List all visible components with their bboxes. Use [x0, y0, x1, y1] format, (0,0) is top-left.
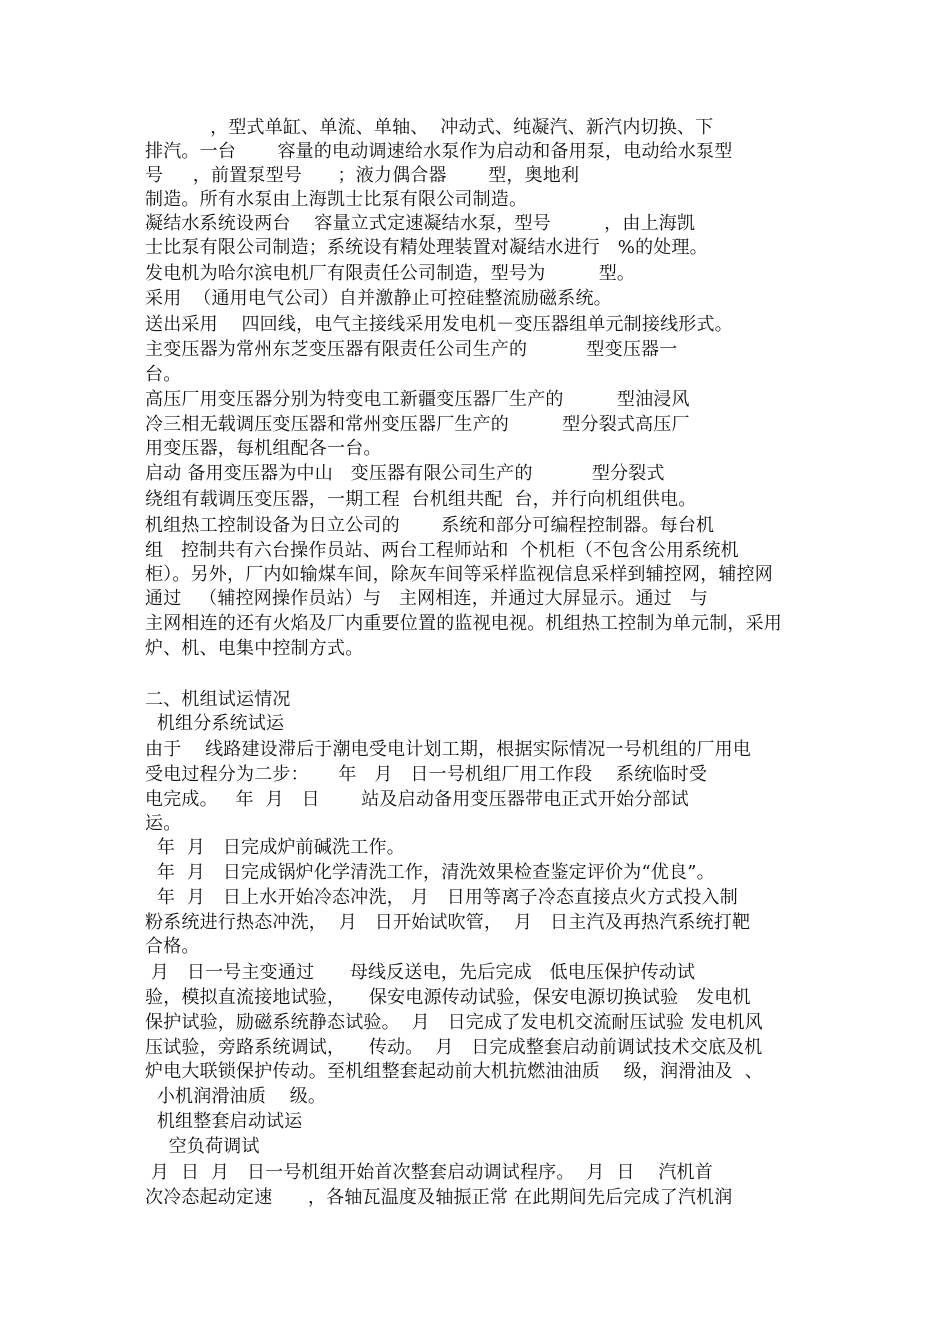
- text-line: 次冷态起动定速 ，各轴瓦温度及轴振正常 在此期间先后完成了汽机润: [145, 1187, 733, 1208]
- text-line: 绕组有载调压变压器，一期工程 台机组共配 台，并行向机组供电。: [145, 489, 697, 510]
- subsection-heading: 机组整套启动试运: [145, 1111, 303, 1132]
- text-line: 士比泵有限公司制造；系统设有精处理装置对凝结水进行 %的处理。: [145, 237, 708, 258]
- text-line: 凝结水系统设两台 容量立式定速凝结水泵，型号 ，由上海凯: [145, 213, 696, 234]
- text-line: 通过 （辅控网操作员站）与 主网相连，并通过大屏显示。通过 与: [145, 588, 708, 609]
- text-line: 月 日一号主变通过 母线反送电，先后完成 低电压保护传动试: [145, 962, 696, 983]
- text-line: 电完成。 年 月 日 站及启动备用变压器带电正式开始分部试: [145, 789, 689, 810]
- text-line: 年 月 日完成炉前碱洗工作。: [145, 837, 405, 858]
- text-line: 验，模拟直流接地试验， 保安电源传动试验，保安电源切换试验 发电机: [145, 987, 751, 1008]
- text-line: 主变压器为常州东芝变压器有限责任公司生产的 型变压器一: [145, 339, 678, 360]
- text-line: 号 ，前置泵型号 ；液力偶合器 型，奥地利: [145, 165, 580, 186]
- text-line: 柜）。另外，厂内如输煤车间，除灰车间等采样监视信息采样到辅控网，辅控网: [145, 564, 773, 585]
- text-line: 高压厂用变压器分别为特变电工新疆变压器厂生产的 型油浸风: [145, 389, 690, 410]
- text-line: 炉电大联锁保护传动。至机组整套起动前大机抗燃油油质 级，润滑油及 、: [145, 1061, 763, 1082]
- text-line: 机组热工控制设备为日立公司的 系统和部分可编程控制器。每台机: [145, 515, 715, 536]
- subsection-heading: 机组分系统试运: [145, 713, 285, 734]
- text-line: 主网相连的还有火焰及厂内重要位置的监视电视。机组热工控制为单元制，采用: [145, 613, 782, 634]
- text-line: 炉、机、电集中控制方式。: [145, 638, 364, 659]
- text-line: 运。: [145, 813, 182, 834]
- text-line: 小机润滑油质 级。: [145, 1086, 327, 1107]
- text-line: 排汽。一台 容量的电动调速给水泵作为启动和备用泵，电动给水泵型: [145, 141, 733, 162]
- text-line: 采用 （通用电气公司）自并激静止可控硅整流励磁系统。: [145, 288, 612, 309]
- text-line: 压试验，旁路系统调试， 传动。 月 日完成整套启动前调试技术交底及机: [145, 1037, 763, 1058]
- text-line: 由于 线路建设滞后于潮电受电计划工期，根据实际情况一号机组的厂用电: [145, 739, 752, 760]
- text-line: 粉系统进行热态冲洗， 月 日开始试吹管， 月 日主汽及再热汽系统打靶: [145, 912, 751, 933]
- text-line: 送出采用 四回线，电气主接线采用发电机－变压器组单元制接线形式。: [145, 314, 733, 335]
- subsection-heading: 空负荷调试: [145, 1136, 260, 1157]
- text-line: 用变压器，每机组配各一台。: [145, 438, 382, 459]
- section-heading: 二、机组试运情况: [145, 689, 291, 710]
- text-line: 年 月 日完成锅炉化学清洗工作，清洗效果检查鉴定评价为“优良”。: [145, 862, 715, 883]
- text-line: 冷三相无载调压变压器和常州变压器厂生产的 型分裂式高压厂: [145, 414, 690, 435]
- text-line: 合格。: [145, 936, 200, 957]
- text-line: 启动 备用变压器为中山 变压器有限公司生产的 型分裂式: [145, 463, 665, 484]
- text-line: ，型式单缸、单流、单轴、 冲动式、纯凝汽、新汽内切换、下: [145, 117, 714, 138]
- text-line: 月 日 月 日一号机组开始首次整套启动调试程序。 月 日 汽机首: [145, 1162, 713, 1183]
- text-line: 台。: [145, 364, 182, 385]
- text-line: 年 月 日上水开始冷态冲洗， 月 日用等离子冷态直接点火方式投入制: [145, 887, 738, 908]
- text-line: 受电过程分为二步： 年 月 日一号机组厂用工作段 系统临时受: [145, 764, 708, 785]
- text-line: 保护试验，励磁系统静态试验。 月 日完成了发电机交流耐压试验 发电机风: [145, 1012, 763, 1033]
- text-line: 组 控制共有六台操作员站、两台工程师站和 个机柜（不包含公用系统机: [145, 540, 739, 561]
- text-line: 制造。所有水泵由上海凯士比泵有限公司制造。: [145, 189, 528, 210]
- text-line: 发电机为哈尔滨电机厂有限责任公司制造，型号为 型。: [145, 263, 636, 284]
